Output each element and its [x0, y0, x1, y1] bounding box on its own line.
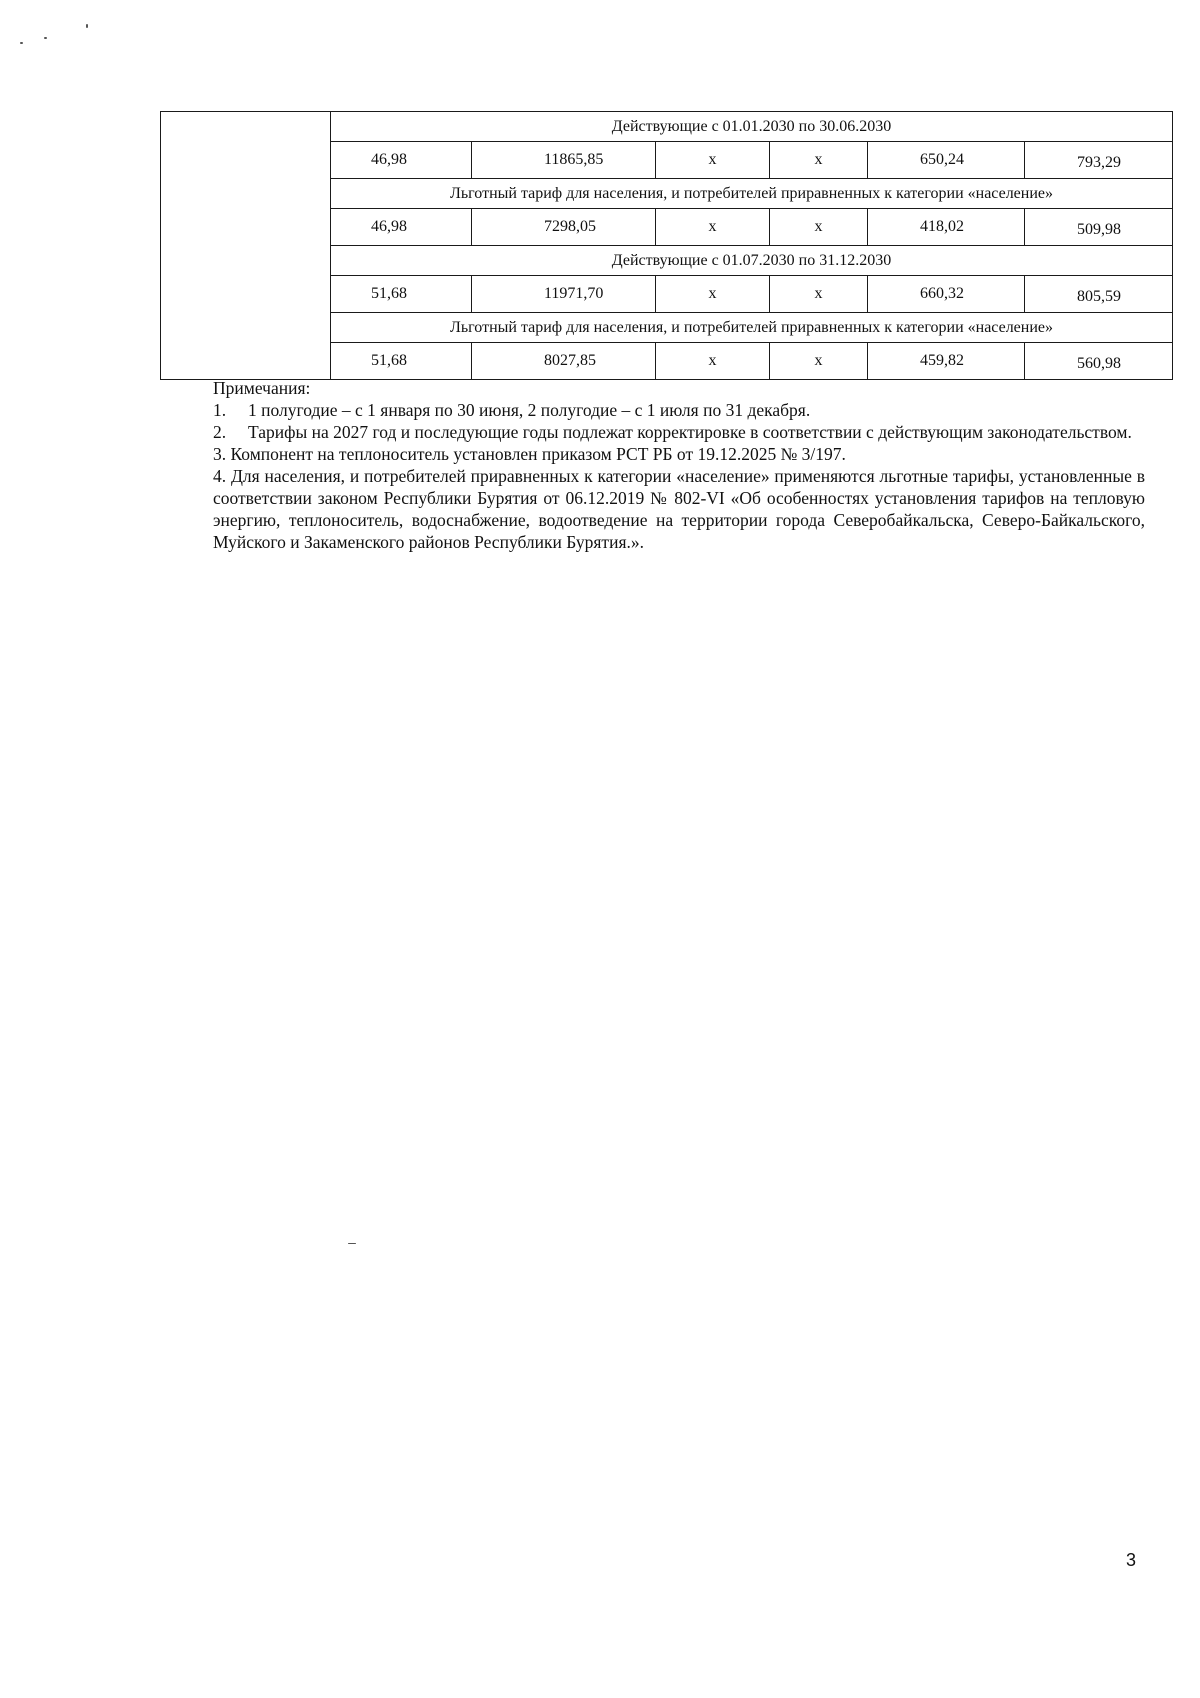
table-cell: x — [656, 142, 770, 179]
table-cell: 793,29 — [1025, 142, 1173, 179]
table-cell: 805,59 — [1025, 276, 1173, 313]
table-cell: 11971,70 — [472, 276, 656, 313]
scan-speck — [44, 37, 47, 39]
table-cell: 560,98 — [1025, 343, 1173, 380]
notes-title: Примечания: — [213, 378, 311, 398]
table-cell: 46,98 — [331, 209, 472, 246]
table-cell: x — [656, 276, 770, 313]
period-label: Действующие с 01.07.2030 по 31.12.2030 — [331, 246, 1173, 276]
benefit-label: Льготный тариф для населения, и потребителей приравненных к категории «население» — [331, 313, 1173, 343]
table-cell: 650,24 — [868, 142, 1025, 179]
note-item — [213, 443, 1145, 465]
period-label: Действующие с 01.01.2030 по 30.06.2030 — [331, 112, 1173, 142]
blank-left-column-cell — [161, 112, 331, 380]
note-item — [213, 465, 1145, 553]
table-cell: x — [656, 343, 770, 380]
note-text: 3. Компонент на теплоноситель установлен приказом РСТ РБ от 19.12.2025 № 3/197. — [213, 444, 846, 464]
note-text: Тарифы на 2027 год и последующие годы подлежат корректировке в соответствии с действующим законодательством. — [248, 422, 1132, 442]
table-cell: 51,68 — [331, 343, 472, 380]
table-cell: x — [770, 343, 868, 380]
benefit-label: Льготный тариф для населения, и потребителей приравненных к категории «население» — [331, 179, 1173, 209]
note-item — [213, 421, 1145, 443]
table-cell: x — [770, 142, 868, 179]
page-number: 3 — [1126, 1550, 1137, 1570]
table-cell: x — [656, 209, 770, 246]
table-cell: 46,98 — [331, 142, 472, 179]
scan-speck — [348, 1243, 356, 1244]
scan-speck — [86, 24, 88, 28]
table-cell: x — [770, 276, 868, 313]
period-header-row — [161, 112, 1173, 142]
table-cell: 418,02 — [868, 209, 1025, 246]
note-text: 1 полугодие – с 1 января по 30 июня, 2 полугодие – с 1 июля по 31 декабря. — [248, 400, 811, 420]
table-cell: 7298,05 — [472, 209, 656, 246]
notes-section — [213, 377, 1145, 553]
note-number: 1. — [213, 400, 227, 420]
table-cell: 660,32 — [868, 276, 1025, 313]
table-cell: 8027,85 — [472, 343, 656, 380]
table-cell: 51,68 — [331, 276, 472, 313]
table-cell: 11865,85 — [472, 142, 656, 179]
table-cell: x — [770, 209, 868, 246]
note-number: 2. — [213, 422, 227, 442]
table-cell: 459,82 — [868, 343, 1025, 380]
note-item — [213, 399, 1145, 421]
scan-speck — [20, 42, 23, 44]
table-cell: 509,98 — [1025, 209, 1173, 246]
note-text: 4. Для населения, и потребителей приравненных к категории «население» применяются льготные тарифы, установленные в соответствии законом Республики Бурятия от 06.12.2019 № 802-VI «Об особенностях установления тарифов на тепловую энергию, теплоноситель, водоснабжение, водоотведение на территории города Северобайкальска, Северо-Байкальского, Муйского и Закаменского районов Республики Бурятия.». — [213, 466, 1145, 552]
tariff-table — [160, 111, 1173, 380]
